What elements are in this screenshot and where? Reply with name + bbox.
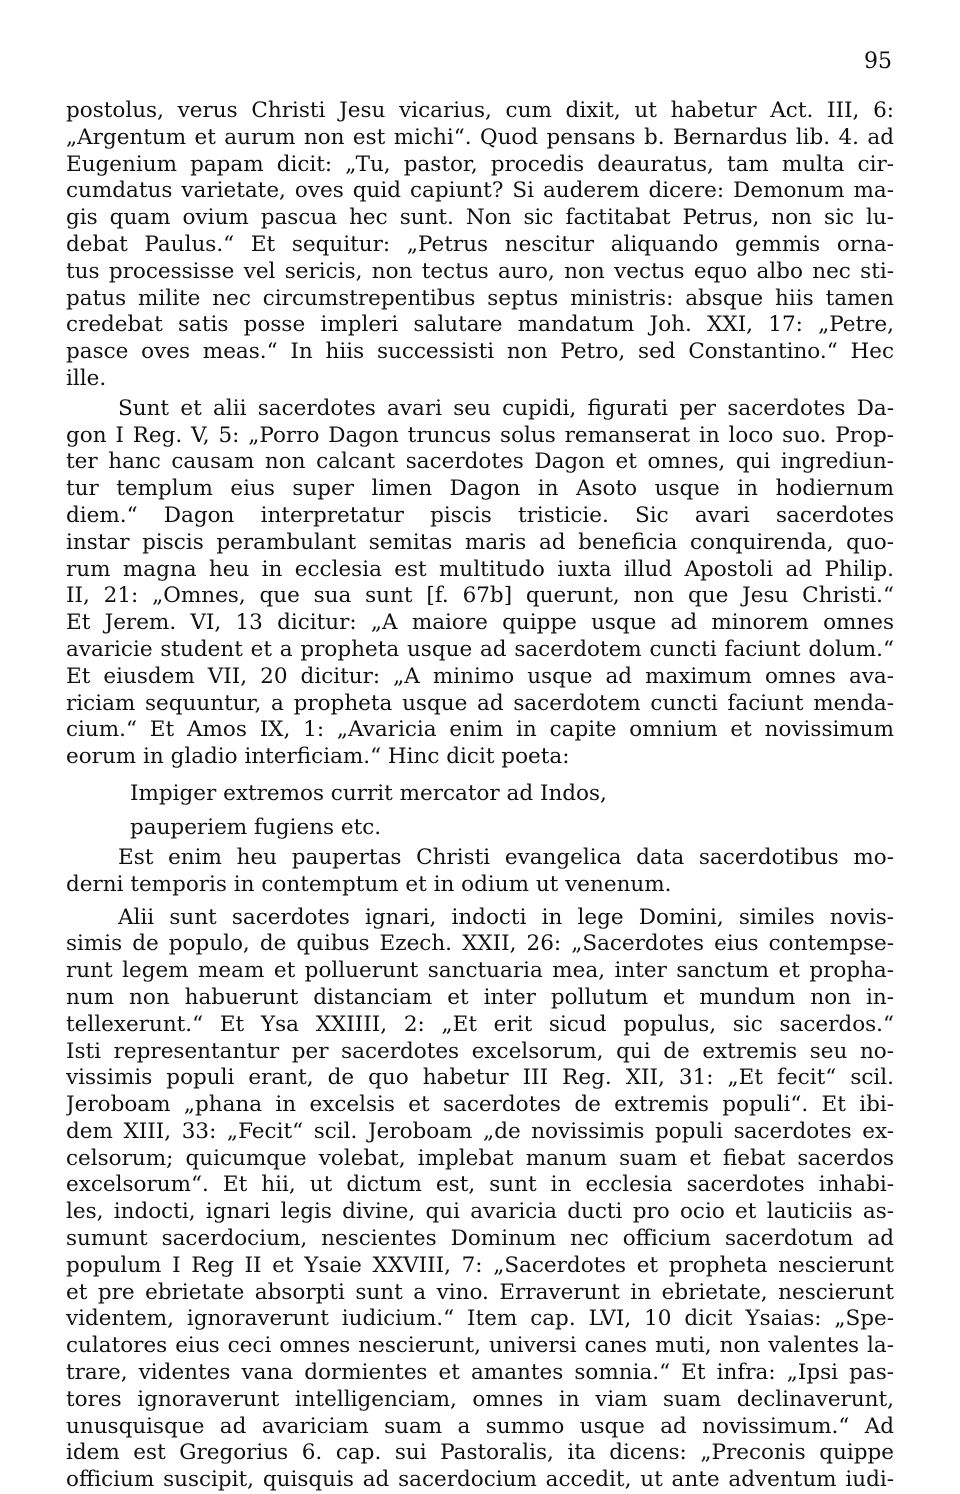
text-line: Et Jerem. VI, 13 dicitur: „A maiore quippe usque ad minorem omnes xyxy=(66,610,894,636)
text-line: eorum in gladio interficiam.“ Hinc dicit poeta: xyxy=(66,744,570,770)
text-line: tus processisse vel sericis, non tectus auro, non vectus equo albo nec sti- xyxy=(66,258,894,284)
text-line: excelsorum“. Et hii, ut dictum est, sunt in ecclesia sacerdotes inhabi- xyxy=(66,1172,894,1198)
text-line: officium suscipit, quisquis ad sacerdocium accedit, ut ante adventum iudi- xyxy=(66,1467,894,1493)
text-line: diem.“ Dagon interpretatur piscis tristicie. Sic avari sacerdotes xyxy=(66,502,894,528)
text-line: tur templum eius super limen Dagon in Asoto usque in hodiernum xyxy=(66,476,894,502)
text-line: ille. xyxy=(66,365,107,391)
text-line: Alii sunt sacerdotes ignari, indocti in lege Domini, similes novis- xyxy=(118,904,894,930)
text-line: Sunt et alii sacerdotes avari seu cupidi, figurati per sacerdotes Da- xyxy=(118,395,894,421)
text-line: gon I Reg. V, 5: „Porro Dagon truncus solus remanserat in loco suo. Prop- xyxy=(66,422,894,448)
paragraph-4 xyxy=(66,905,894,1494)
text-line: „Argentum et aurum non est michi“. Quod pensans b. Bernardus lib. 4. ad xyxy=(66,124,894,150)
text-line: num non habuerunt distanciam et inter pollutum et mundum non in- xyxy=(66,984,894,1010)
text-line: riciam sequuntur, a propheta usque ad sacerdotem cuncti faciunt menda- xyxy=(66,690,894,716)
text-line: Et eiusdem VII, 20 dicitur: „A minimo usque ad maximum omnes ava- xyxy=(66,663,894,689)
text-line: vissimis populi erant, de quo habetur III Reg. XII, 31: „Et fecit“ scil. xyxy=(66,1065,894,1091)
text-line: cumdatus varietate, oves quid capiunt? Si auderem dicere: Demonum ma- xyxy=(66,178,894,204)
text-line: simis de populo, de quibus Ezech. XXII, 26: „Sacerdotes eius contempse- xyxy=(66,931,894,957)
text-line: credebat satis posse impleri salutare mandatum Joh. XXI, 17: „Petre, xyxy=(66,312,894,338)
text-line: dem XIII, 33: „Fecit“ scil. Jeroboam „de novissimis populi sacerdotes ex- xyxy=(66,1118,894,1144)
paragraph-2 xyxy=(66,396,894,771)
text-line: cium.“ Et Amos IX, 1: „Avaricia enim in capite omnium et novissimum xyxy=(66,717,894,743)
text-line: celsorum; quicumque volebat, implebat manum suam et fiebat sacerdos xyxy=(66,1145,894,1171)
text-line: et pre ebrietate absorpti sunt a vino. Erraverunt in ebrietate, nescierunt xyxy=(66,1279,894,1305)
text-line: trare, videntes vana dormientes et amantes somnia.“ Et infra: „Ipsi pas- xyxy=(66,1360,894,1386)
body-text xyxy=(66,98,894,1494)
text-line: runt legem meam et polluerunt sanctuaria mea, inter sanctum et propha- xyxy=(66,958,894,984)
text-line: les, indocti, ignari legis divine, qui avaricia ducti pro ocio et lauticiis as- xyxy=(66,1199,894,1225)
text-line: tellexerunt.“ Et Ysa XXIIII, 2: „Et erit sicud populus, sic sacerdos.“ xyxy=(66,1011,894,1037)
text-line: Jeroboam „phana in excelsis et sacerdotes de extremis populi“. Et ibi- xyxy=(66,1092,894,1118)
text-line: rum magna heu in ecclesia est multitudo iuxta illud Apostoli ad Philip. xyxy=(66,556,894,582)
text-line: debat Paulus.“ Et sequitur: „Petrus nescitur aliquando gemmis orna- xyxy=(66,231,894,257)
text-line: Est enim heu paupertas Christi evangelica data sacerdotibus mo- xyxy=(118,844,894,870)
verse-quote xyxy=(66,777,894,845)
text-line: II, 21: „Omnes, que sua sunt [f. 67b] querunt, non que Jesu Christi.“ xyxy=(66,583,894,609)
text-line: videntem, ignoraverunt iudicium.“ Item cap. LVI, 10 dicit Ysaias: „Spe- xyxy=(66,1306,894,1332)
text-line: postolus, verus Christi Jesu vicarius, cum dixit, ut habetur Act. III, 6: xyxy=(66,98,894,123)
text-line: populum I Reg II et Ysaie XXVIII, 7: „Sacerdotes et propheta nescierunt xyxy=(66,1252,894,1278)
text-line: sumunt sacerdocium, nescientes Dominum nec officium sacerdotum ad xyxy=(66,1226,894,1252)
paragraph-3 xyxy=(66,845,894,899)
text-line: instar piscis perambulant semitas maris ad beneficia conquirenda, quo- xyxy=(66,529,894,555)
verse-line: pauperiem fugiens etc. xyxy=(130,814,382,840)
text-line: pasce oves meas.“ In hiis successisti non Petro, sed Constantino.“ Hec xyxy=(66,339,894,365)
text-line: culatores eius ceci omnes nescierunt, universi canes muti, non valentes la- xyxy=(66,1333,894,1359)
text-line: idem est Gregorius 6. cap. sui Pastoralis, ita dicens: „Preconis quippe xyxy=(66,1440,894,1466)
text-line: Eugenium papam dicit: „Tu, pastor, procedis deauratus, tam multa cir- xyxy=(66,151,894,177)
verse-line: Impiger extremos currit mercator ad Indos, xyxy=(130,780,607,806)
text-line: patus milite nec circumstrepentibus septus ministris: absque hiis tamen xyxy=(66,285,894,311)
text-line: unusquisque ad avariciam suam a summo usque ad novissimum.“ Ad xyxy=(66,1413,894,1439)
text-line: derni temporis in contemptum et in odium ut venenum. xyxy=(66,871,672,897)
text-line: ter hanc causam non calcant sacerdotes Dagon et omnes, qui ingrediun- xyxy=(66,449,894,475)
text-line: gis quam ovium pascua hec sunt. Non sic factitabat Petrus, non sic lu- xyxy=(66,205,894,231)
text-line: Isti representantur per sacerdotes excelsorum, qui de extremis seu no- xyxy=(66,1038,894,1064)
page-number: 95 xyxy=(864,49,892,74)
paragraph-1 xyxy=(66,98,894,393)
text-line: tores ignoraverunt intelligenciam, omnes in viam suam declinaverunt, xyxy=(66,1386,894,1412)
text-line: avaricie student et a propheta usque ad sacerdotem cuncti faciunt dolum.“ xyxy=(66,636,894,662)
